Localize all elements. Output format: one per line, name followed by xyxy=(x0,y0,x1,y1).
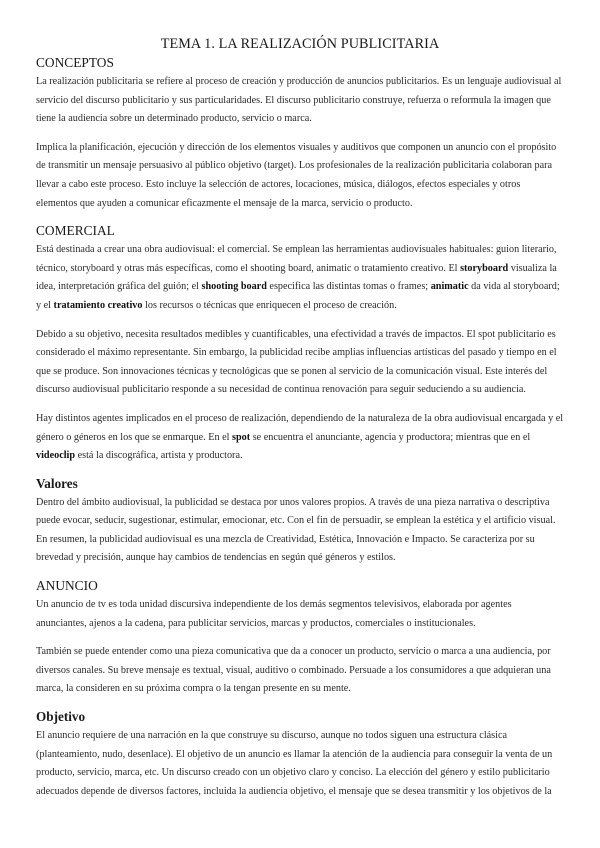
text-run: se encuentra el anunciante, agencia y productora; mientras que en el xyxy=(250,431,531,443)
paragraph-valores-1: Dentro del ámbito audiovisual, la publicidad se destaca por unos valores propios. A través de una pieza narrativa o descriptiva puede evocar, seducir, sugestionar, estimular, emocionar, etc. Con el fin de persuadir, se emplean la estética y el artificio visual. En resumen, la publicidad audiovisual es una mezcla de Creatividad, Estética, Innovación e Impacto. Se caracteriza por su brevedad y precisión, aunque hay cambios de tendencias en según qué géneros y estilos. xyxy=(36,496,556,564)
paragraph-comercial-1 xyxy=(36,241,564,315)
paragraph-anuncio-1: Un anuncio de tv es toda unidad discursiva independiente de los demás segmentos televisivos, elaborada por agentes anunciantes, ajenos a la cadena, para publicitar servicios, marcas y productos, comerciales o institucionales. xyxy=(36,599,512,629)
text-run: los recursos o técnicas que enriquecen el proceso de creación. xyxy=(142,299,397,311)
text-run: da vida al storyboard; y el xyxy=(36,281,560,311)
section-heading-objetivo: Objetivo xyxy=(36,709,86,725)
bold-term-storyboard: storyboard xyxy=(460,262,509,274)
section-heading-valores: Valores xyxy=(36,475,78,491)
text-run: está la discográfica, artista y productora. xyxy=(75,450,243,462)
bold-term-animatic: animatic xyxy=(430,281,469,293)
text-run: Está destinada a crear una obra audiovisual: el comercial. Se emplean las herramientas audiovisuales habituales: guion literario, técnico, storyboard y otras más específicas, como el shooting board, animatic o tratamiento creativo. El xyxy=(36,244,557,274)
section-heading-conceptos: CONCEPTOS xyxy=(36,55,114,70)
paragraph-conceptos-2: Implica la planificación, ejecución y dirección de los elementos visuales y auditivos que componen un anuncio con el propósito de transmitir un mensaje persuasivo al público objetivo (target). Los profesionales de la realización publicitaria colaboran para llevar a cabo este proceso. Esto incluye la selección de actores, locaciones, música, diálogos, efectos especiales y otros elementos que ayuden a comunicar eficazmente el mensaje de la marca, servicio o producto. xyxy=(36,141,557,209)
paragraph-comercial-3 xyxy=(36,410,564,466)
section-heading-comercial: COMERCIAL xyxy=(36,223,115,239)
document-page xyxy=(36,36,564,801)
text-run: especifica las distintas tomas o frames; xyxy=(266,281,431,293)
bold-term-shooting-board: shooting board xyxy=(201,281,267,293)
section-heading-anuncio: ANUNCIO xyxy=(36,578,98,594)
paragraph-comercial-2: Debido a su objetivo, necesita resultados medibles y cuantificables, una efectividad a través de impactos. El spot publicitario es considerado el máximo representante. Sin embargo, la publicidad recibe amplias influencias artísticas del pasado y tiempo en el que se produce. Son innovaciones técnicas y tecnológicas que se ponen al servicio de la comunicación visual. Este interés del discurso audiovisual publicitario responde a su necesidad de continua renovación para seguir seduciendo a su audiencia. xyxy=(36,328,557,396)
bold-term-videoclip: videoclip xyxy=(36,450,76,462)
paragraph-objetivo-1: El anuncio requiere de una narración en la que construye su discurso, aunque no todos siguen una estructura clásica (planteamiento, nudo, desenlace). El objetivo de un anuncio es llamar la atención de la audiencia para conseguir la venta de un producto, servicio, marca, etc. Un discurso creado con un objetivo claro y conciso. La elección del género y estilo publicitario adecuados depende de diversos factores, incluida la audiencia objetivo, el mensaje que se desea transmitir y los objetivos de la xyxy=(36,730,553,797)
text-run: Hay distintos agentes implicados en el proceso de realización, dependiendo de la naturaleza de la obra audiovisual encargada y el género o géneros en los que se enmarque. En el xyxy=(36,412,564,443)
text-run: visualiza la idea, interpretación gráfica del guión; el xyxy=(36,262,557,293)
bold-term-spot: spot xyxy=(232,431,251,443)
bold-term-tratamiento-creativo: tratamiento creativo xyxy=(53,299,143,311)
paragraph-conceptos-1: La realización publicitaria se refiere al proceso de creación y producción de anuncios publicitarios. Es un lenguaje audiovisual al servicio del discurso publicitario y sus particularidades. El discurso publicitario construye, refuerza o reformula la imagen que tiene la audiencia sobre un determinado producto, servicio o marca. xyxy=(36,76,562,125)
document-title: TEMA 1. LA REALIZACIÓN PUBLICITARIA xyxy=(160,36,440,52)
paragraph-anuncio-2: También se puede entender como una pieza comunicativa que da a conocer un producto, servicio o marca a una audiencia, por diversos canales. Su breve mensaje es textual, visual, auditivo o combinado. Persuade a los consumidores a que adquieran una marca, la consideren en su próxima compra o la tengan presente en su mente. xyxy=(36,646,551,695)
